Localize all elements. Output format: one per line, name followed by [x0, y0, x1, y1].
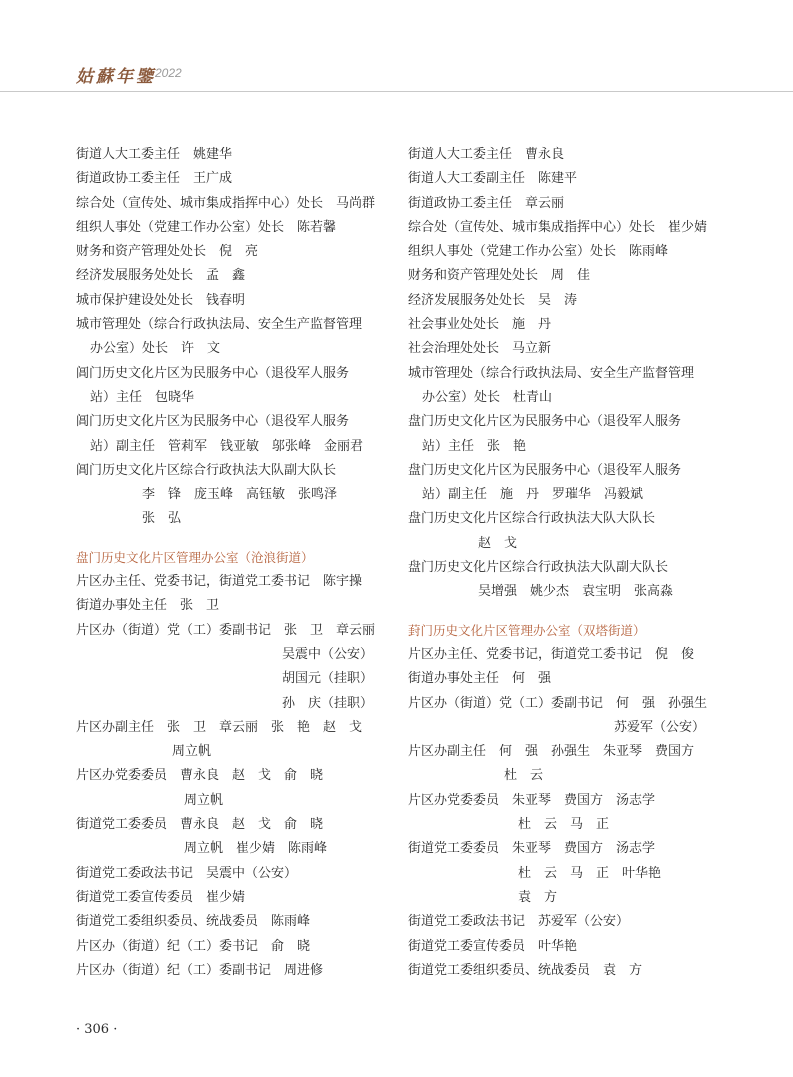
text-line: 城市保护建设处处长 钱春明: [76, 292, 246, 308]
text-line: 盘门历史文化片区为民服务中心（退役军人服务: [408, 462, 682, 478]
text-line: 街道党工委委员 朱亚琴 费国方 汤志学: [408, 841, 656, 857]
text-line: 街道人大工委副主任 陈建平: [408, 171, 578, 187]
text-line: 片区办（街道）纪（工）委书记 俞 晓: [76, 938, 311, 954]
text-line: 阊门历史文化片区为民服务中心（退役军人服务: [76, 365, 350, 381]
text-line: 片区办主任、党委书记，街道党工委书记 陈宇操: [76, 574, 363, 590]
page-number: · 306 ·: [76, 1022, 118, 1037]
text-line: 组织人事处（党建工作办公室）处长 陈雨峰: [408, 244, 669, 260]
text-line: 经济发展服务处处长 孟 鑫: [76, 268, 246, 284]
text-line: 孙 庆（挂职）: [282, 695, 374, 711]
text-line: 城市管理处（综合行政执法局、安全生产监督管理: [76, 317, 363, 333]
text-line: 阊门历史文化片区为民服务中心（退役军人服务: [76, 414, 350, 430]
text-line: 街道党工委组织委员、统战委员 袁 方: [408, 962, 643, 978]
text-line: 片区办主任、党委书记，街道党工委书记 倪 俊: [408, 646, 695, 662]
section-heading: 盘门历史文化片区管理办公室（沧浪街道）: [76, 549, 314, 565]
text-line: 街道人大工委主任 曹永良: [408, 147, 565, 162]
text-line: 片区办副主任 张 卫 章云丽 张 艳 赵 戈: [76, 719, 363, 735]
text-line: 街道党工委宣传委员 叶华艳: [408, 938, 578, 954]
text-line: 城市管理处（综合行政执法局、安全生产监督管理: [408, 365, 695, 381]
text-line: 片区办（街道）党（工）委副书记 何 强 孙强生: [408, 695, 708, 711]
page-header: [0, 58, 793, 88]
yearbook-logo: 姑蘇年鑒: [76, 67, 156, 87]
text-line: 经济发展服务处处长 吴 涛: [408, 292, 578, 308]
text-line: 吴震中（公安）: [282, 646, 374, 662]
text-line: 周立帆 崔少婧 陈雨峰: [184, 841, 328, 857]
header-divider: [0, 91, 793, 92]
text-line: 吴增强 姚少杰 袁宝明 张高淼: [478, 584, 674, 600]
text-line: 片区办（街道）纪（工）委副书记 周进修: [76, 962, 324, 978]
text-line: 街道人大工委主任 姚建华: [76, 147, 233, 162]
text-line: 办公室）处长 杜青山: [422, 389, 553, 405]
text-line: 站）主任 包晓华: [90, 389, 195, 405]
text-line: 街道党工委政法书记 吴震中（公安）: [76, 865, 298, 881]
text-line: 街道党工委委员 曹永良 赵 戈 俞 晓: [76, 817, 324, 833]
text-line: 组织人事处（党建工作办公室）处长 陈若馨: [76, 219, 337, 235]
text-line: 盘门历史文化片区综合行政执法大队副大队长: [408, 560, 669, 576]
yearbook-year: 2022: [155, 66, 182, 80]
text-line: 街道党工委政法书记 苏爱军（公安）: [408, 914, 630, 930]
text-line: 杜 云 马 正 叶华艳: [518, 865, 662, 881]
text-line: 阊门历史文化片区综合行政执法大队副大队长: [76, 462, 337, 478]
text-line: 周立帆: [172, 744, 212, 760]
text-line: 杜 云 马 正: [518, 817, 610, 833]
text-line: 周立帆: [184, 792, 224, 808]
text-line: 财务和资产管理处处长 倪 亮: [76, 244, 259, 260]
text-line: 综合处（宣传处、城市集成指挥中心）处长 崔少婧: [408, 219, 708, 235]
text-line: 街道党工委宣传委员 崔少婧: [76, 889, 246, 905]
text-line: 综合处（宣传处、城市集成指挥中心）处长 马尚群: [76, 195, 376, 211]
text-line: 街道政协工委主任 王广成: [76, 171, 233, 187]
text-line: 李 锋 庞玉峰 高钰敏 张鸣泽: [142, 487, 338, 503]
text-line: 片区办党委委员 曹永良 赵 戈 俞 晓: [76, 768, 324, 784]
text-line: 胡国元（挂职）: [282, 671, 374, 687]
text-line: 袁 方: [518, 889, 558, 905]
text-line: 盘门历史文化片区为民服务中心（退役军人服务: [408, 414, 682, 430]
text-line: 办公室）处长 许 文: [90, 341, 221, 357]
left-column: [76, 143, 396, 983]
text-line: 片区办党委委员 朱亚琴 费国方 汤志学: [408, 792, 656, 808]
text-line: 街道政协工委主任 章云丽: [408, 195, 565, 211]
text-line: 站）主任 张 艳: [422, 438, 527, 454]
text-line: 片区办副主任 何 强 孙强生 朱亚琴 费国方: [408, 744, 695, 760]
right-column: [408, 143, 728, 983]
text-line: 站）副主任 施 丹 罗璀华 冯毅斌: [422, 487, 644, 503]
section-heading: 葑门历史文化片区管理办公室（双塔街道）: [408, 622, 646, 638]
text-line: 街道党工委组织委员、统战委员 陈雨峰: [76, 914, 311, 930]
text-line: 财务和资产管理处处长 周 佳: [408, 268, 591, 284]
text-line: 苏爱军（公安）: [614, 719, 706, 735]
text-line: 赵 戈: [478, 535, 518, 551]
text-line: 社会事业处处长 施 丹: [408, 317, 552, 333]
text-line: 街道办事处主任 张 卫: [76, 598, 220, 614]
text-line: 杜 云: [504, 768, 544, 784]
text-line: 街道办事处主任 何 强: [408, 671, 552, 687]
text-line: 站）副主任 管莉军 钱亚敏 邬张峰 金丽君: [90, 438, 364, 454]
text-line: 盘门历史文化片区综合行政执法大队大队长: [408, 511, 656, 527]
text-line: 张 弘: [142, 511, 182, 527]
text-line: 片区办（街道）党（工）委副书记 张 卫 章云丽: [76, 622, 376, 638]
text-line: 社会治理处处长 马立新: [408, 341, 552, 357]
